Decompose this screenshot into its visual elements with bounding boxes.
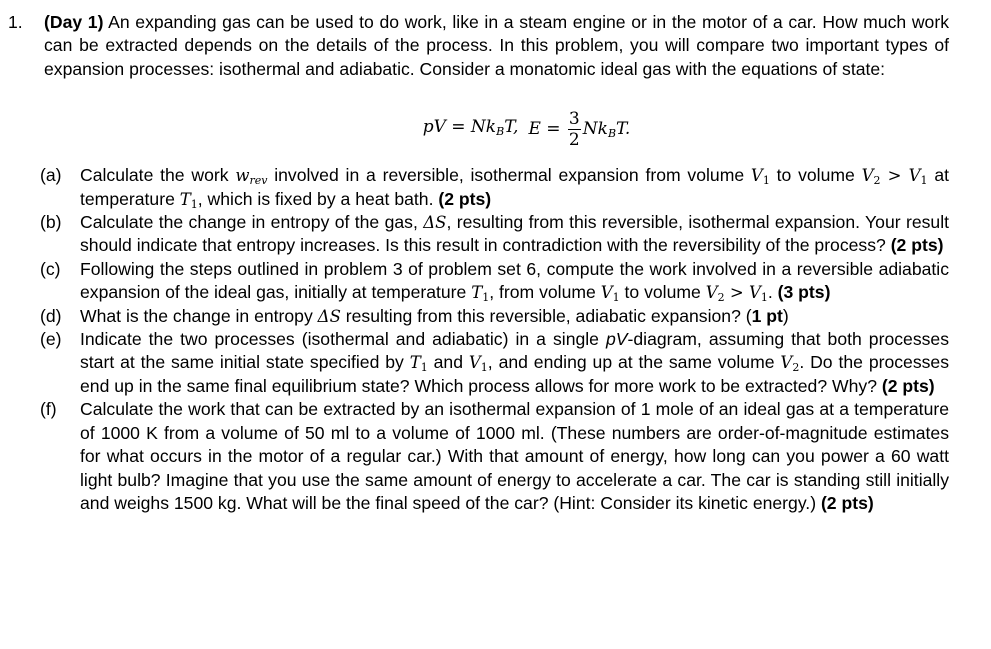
intro-text: An expanding gas can be used to do work, like in a steam engine or in the motor of a car. How much work can be extracted depends on the details of the process. In this problem, you will compare two important types of expansion processes: isothermal and adiabatic. Consider a monatomic ideal gas with the equations of state:	[44, 12, 949, 79]
eq-energy: E = $\frac{3}{2}$ $Nk_BT$.	[528, 108, 631, 150]
part-e: (e) Indicate the two processes (isothermal and adiabatic) in a single pV-diagram, assuming that both processes start at the same initial state specified by $T_1$ and $V_1$, and ending up at the same volume $V_2$. Do the processes end up in the same final equilibrium state? Which process allows for more work to be extracted? Why? (2 pts)	[40, 329, 950, 396]
part-a: (a) Calculate the work $w_{rev}$ involved in a reversible, isothermal expansion from volume $V_1$ to volume $V_2 > V_1$ at temperature $T_1$, which is fixed by a heat bath. (2 pts)	[40, 165, 950, 211]
part-d: (d) What is the change in entropy ΔS resulting from this reversible, adiabatic expansion? (1 pt)	[40, 305, 789, 326]
equations-of-state	[44, 106, 949, 152]
fraction-three-halves: $\frac{3}{2}$	[568, 108, 580, 150]
question-intro	[44, 11, 949, 81]
question-body	[40, 11, 950, 515]
part-b: (b) Calculate the change in entropy of the gas, ΔS, resulting from this reversible, isothermal expansion. Your result should indicate that entropy increases. Is this result in contradiction with the reversibility of the process? (2 pts)	[40, 212, 949, 256]
eq-ideal-gas: pV = $Nk_BT$,	[422, 116, 519, 138]
question-parts	[40, 164, 950, 515]
question-number: 1.	[8, 12, 23, 32]
part-c: (c) Following the steps outlined in problem 3 of problem set 6, compute the work involved in a reversible adiabatic expansion of the ideal gas, initially at temperature $T_1$, from volume $V_1$ to volume $V_2 > V_1$. (3 pts)	[40, 258, 949, 305]
part-f: (f) Calculate the work that can be extracted by an isothermal expansion of 1 mole of an ideal gas at a temperature of 1000 K from a volume of 50 ml to a volume of 1000 ml. (These numbers are order-of-magnitude estimates for what occurs in the motor of a regular car.) With that amount of energy, how long can you power a 60 watt light bulb? Imagine that you use the same amount of energy to accelerate a car. The car is standing still initially and weighs 1500 kg. What will be the final speed of the car? (Hint: Consider its kinetic energy.) (2 pts)	[40, 399, 949, 513]
day-label: (Day 1)	[44, 12, 104, 32]
